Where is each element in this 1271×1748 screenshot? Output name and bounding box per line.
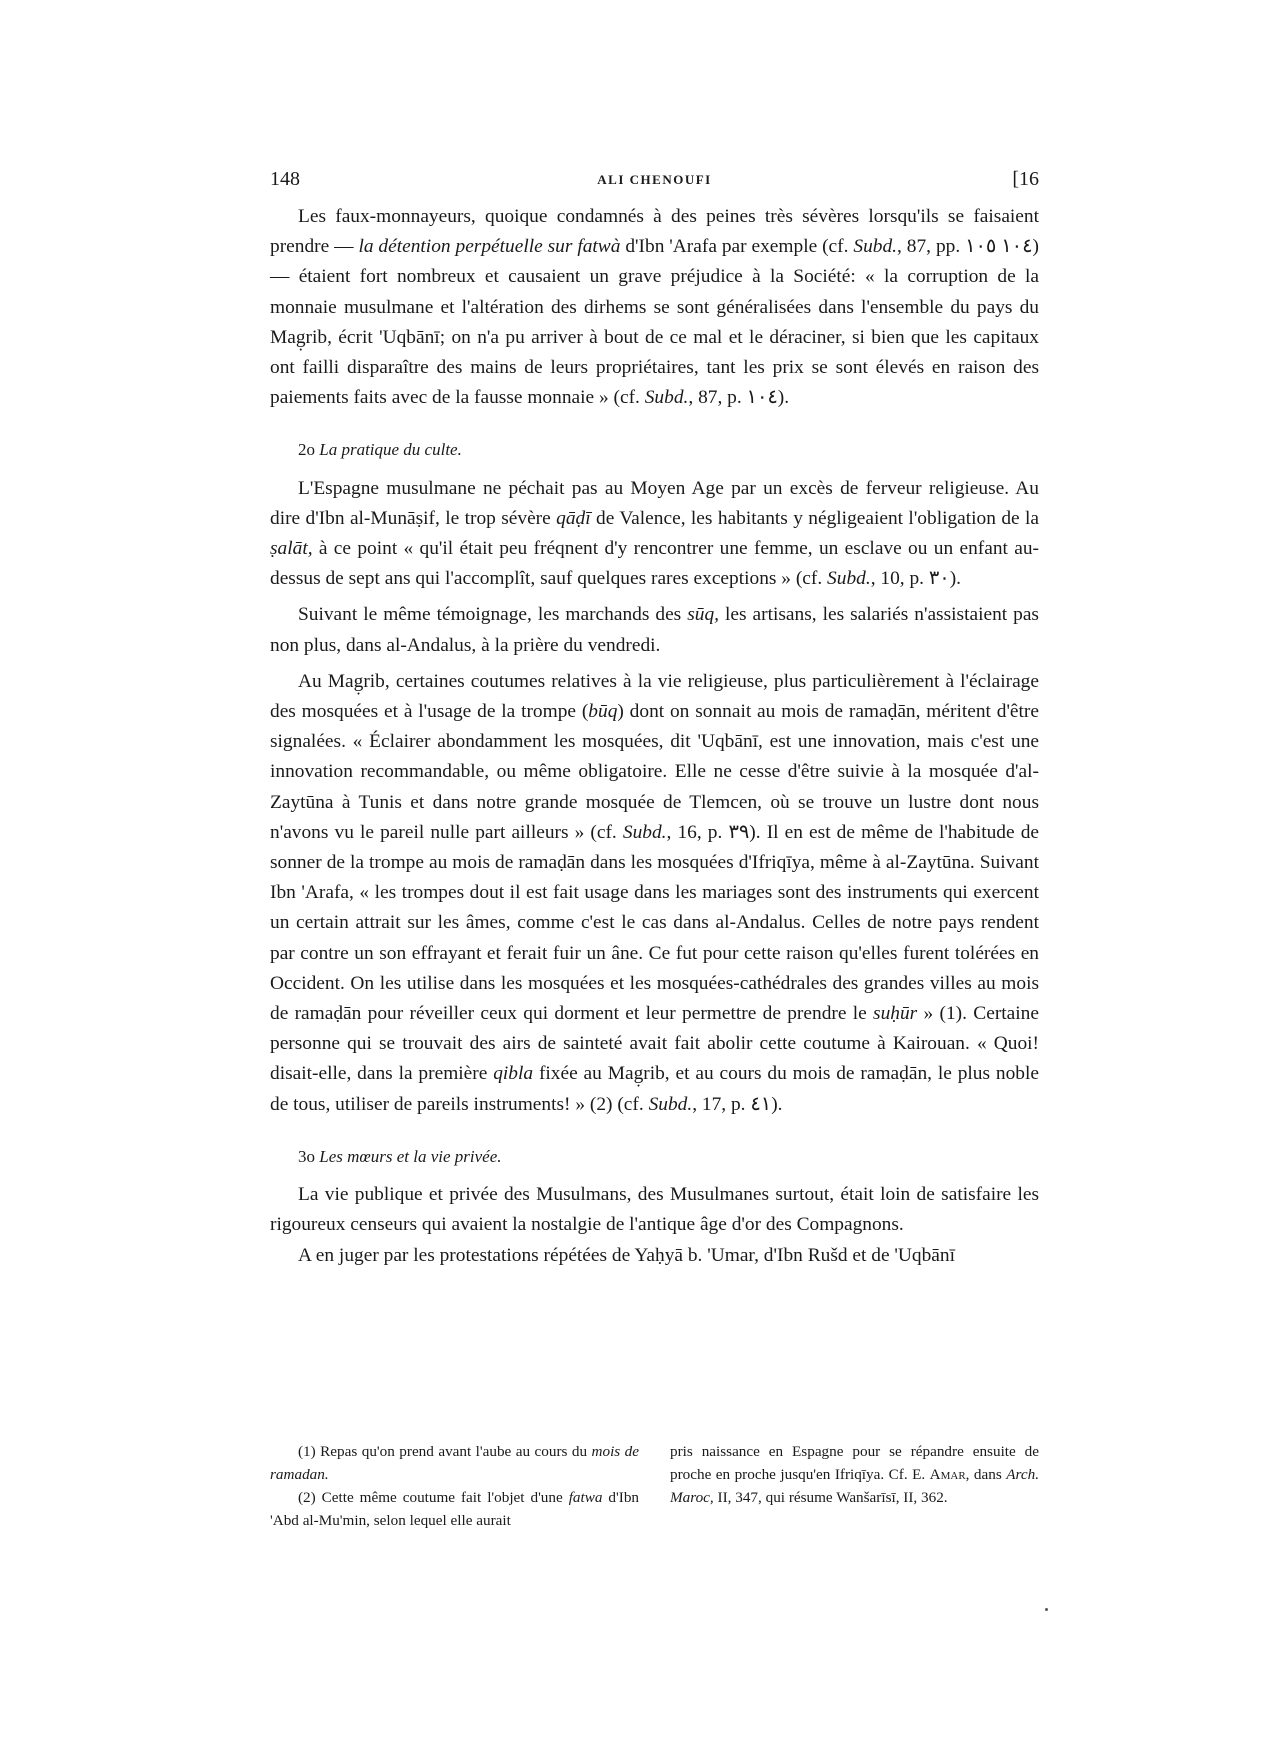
paragraph-5: La vie publique et privée des Musulmans, des Musulmanes surtout, était loin de satisfaire les rigoureux censeurs qui avaient la nostalgie de l'antique âge d'or des Compagnons. (270, 1184, 1039, 1236)
paragraph-1: Les faux-monnayeurs, quoique condamnés à des peines très sévères lorsqu'ils se faisaient prendre — la détention perpétuelle sur fatwà d'Ibn 'Arafa par exemple (cf. Subd., 87, pp. ١٠٤ ١٠٥) — étaient fort nombreux et causaient un grave préjudice à la Société: « la corruption de la monnaie musulmane et l'altération des dirhems se sont généralisées dans l'ensemble du pays du Mag̣rib, écrit 'Uqbānī; on n'a pu arriver à bout de ce mal et le déraciner, si bien que les capitaux ont failli disparaître des mains de leurs propriétaires, tant les prix se sont élevés en raison des paiements faits avec de la fausse monnaie » (cf. Subd., 87, p. ١٠٤). (270, 206, 1039, 409)
section-heading-3: 3o Les mœurs et la vie privée. (298, 1146, 502, 1166)
body-text (270, 202, 1039, 1271)
footnotes (270, 1440, 1039, 1532)
footnotes-right-column (670, 1440, 1039, 1532)
page-content (270, 168, 1039, 1271)
running-header (270, 168, 1039, 202)
running-head-ref: [16 (1012, 168, 1039, 190)
page-number: 148 (270, 168, 300, 190)
paragraph-2: L'Espagne musulmane ne péchait pas au Moyen Age par un excès de ferveur religieuse. Au dire d'Ibn al-Munāṣif, le trop sévère qāḍī de Valence, les habitants y négligeaient l'obligation de la ṣalāt, à ce point « qu'il était peu fréqnent d'y rencontrer une femme, un esclave ou un enfant au-dessus de sept ans qui l'accomplît, sauf quelques rares exceptions » (cf. Subd., 10, p. ٣٠). (270, 477, 1039, 590)
section-heading-2: 2o La pratique du culte. (298, 440, 462, 460)
footnote-2-continued: pris naissance en Espagne pour se répandre ensuite de proche en proche jusqu'en Ifriqīya. Cf. E. Amar, dans Arch. Maroc, II, 347, qui résume Wanšarīsī, II, 362. (670, 1443, 1039, 1506)
scan-speck (1045, 1608, 1048, 1611)
paragraph-4: Au Mag̣rib, certaines coutumes relatives à la vie religieuse, plus particulièrement à l'éclairage des mosquées et à l'usage de la trompe (būq) dont on sonnait au mois de ramaḍān, méritent d'être signalées. « Éclairer abondamment les mosquées, dit 'Uqbānī, est une innovation, mais c'est une innovation recommandable, ou même obligatoire. Elle ne cesse d'être suivie à la mosquée d'al-Zaytūna à Tunis et dans notre grande mosquée de Tlemcen, où se trouve un lustre dont nous n'avons vu le pareil nulle part ailleurs » (cf. Subd., 16, p. ٣٩). Il en est de même de l'habitude de sonner de la trompe au mois de ramaḍān dans les mosquées d'Ifriqīya, même à al-Zaytūna. Suivant Ibn 'Arafa, « les trompes dout il est fait usage dans les mariages sont des instruments qui exercent un certain attrait sur les âmes, comme c'est le cas dans al-Andalus. Celles de notre pays rendent par contre un son effrayant et ferait fuir un âne. Ce fut pour cette raison qu'elles furent tolérées en Occident. On les utilise dans les mosquées et les mosquées-cathédrales des grandes villes au mois de ramaḍān pour réveiller ceux qui dorment et leur permettre de prendre le suḥūr » (1). Certaine personne qui se trouvait des airs de sainteté avait fait abolir cette coutume à Kairouan. « Quoi! disait-elle, dans la première qibla fixée au Mag̣rib, et au cours du mois de ramaḍān, le plus noble de tous, utiliser de pareils instruments! » (2) (cf. Subd., 17, p. ٤١). (270, 670, 1039, 1115)
paragraph-3: Suivant le même témoignage, les marchands des sūq, les artisans, les salariés n'assistaient pas non plus, dans al-Andalus, à la prière du vendredi. (270, 604, 1039, 656)
footnote-1: (1) Repas qu'on prend avant l'aube au cours du mois de ramadan. (270, 1443, 639, 1483)
footnotes-left-column (270, 1440, 639, 1532)
footnote-2: (2) Cette même coutume fait l'objet d'une fatwa d'Ibn 'Abd al-Mu'min, selon lequel elle aurait (270, 1489, 640, 1529)
paragraph-6: A en juger par les protestations répétées de Yaḥyā b. 'Umar, d'Ibn Rušd et de 'Uqbānī (298, 1244, 955, 1266)
running-head-author: ALI CHENOUFI (597, 172, 712, 187)
